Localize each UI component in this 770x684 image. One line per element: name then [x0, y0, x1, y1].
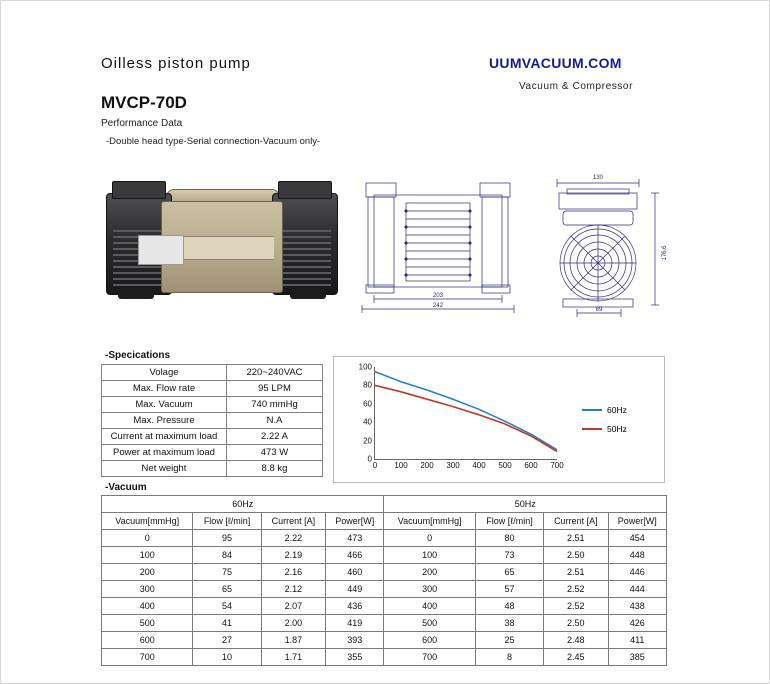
table-row: [102, 547, 667, 564]
table-cell: 100: [102, 547, 193, 564]
spec-value: 2.22 A: [227, 429, 323, 445]
table-cell: 466: [326, 547, 384, 564]
table-cell: 48: [475, 598, 543, 615]
table-cell: 2.48: [544, 632, 608, 649]
spec-value: 8.8 kg: [227, 461, 323, 477]
vacuum-heading: -Vacuum: [105, 482, 147, 493]
table-cell: 419: [326, 615, 384, 632]
table-cell: 700: [384, 649, 475, 666]
table-cell: 2.50: [544, 615, 608, 632]
table-row: [102, 429, 323, 445]
chart-legend: [582, 405, 627, 443]
legend-swatch-60hz: [582, 409, 602, 411]
pump-cap-left: [112, 181, 166, 199]
table-row: [102, 381, 323, 397]
table-cell: 8: [475, 649, 543, 666]
table-cell: 460: [326, 564, 384, 581]
pump-nameplate: [138, 235, 184, 265]
table-cell: 600: [384, 632, 475, 649]
table-cell: 454: [608, 530, 666, 547]
pump-foot-right: [290, 289, 326, 299]
table-cell: 700: [102, 649, 193, 666]
table-row: [102, 461, 323, 477]
table-cell: 448: [608, 547, 666, 564]
table-row: [102, 632, 667, 649]
page-title: Oilless piston pump: [101, 55, 251, 72]
table-cell: 2.12: [261, 581, 325, 598]
table-cell: 1.71: [261, 649, 325, 666]
spec-key: Max. Pressure: [102, 413, 227, 429]
table-cell: 65: [475, 564, 543, 581]
specifications-heading: -Specications: [105, 350, 171, 361]
table-row: [102, 530, 667, 547]
chart-x-tick: 0: [372, 461, 378, 470]
legend-swatch-50hz: [582, 428, 602, 430]
side-view-drawing: [529, 167, 674, 317]
spec-value: 220~240VAC: [227, 365, 323, 381]
table-cell: 84: [193, 547, 261, 564]
spec-key: Volage: [102, 365, 227, 381]
legend-label: 60Hz: [607, 405, 627, 415]
table-row: [102, 649, 667, 666]
table-cell: 300: [384, 581, 475, 598]
table-cell: 355: [326, 649, 384, 666]
table-cell: 10: [193, 649, 261, 666]
side-dim-bottom: 89: [595, 307, 603, 313]
column-header: Current [A]: [261, 513, 325, 530]
chart-y-tick: 0: [367, 454, 372, 464]
group-header: 60Hz: [102, 496, 384, 513]
chart-x-tick: 500: [498, 461, 512, 470]
table-cell: 446: [608, 564, 666, 581]
pump-cap-right: [278, 181, 332, 199]
table-cell: 300: [102, 581, 193, 598]
table-cell: 400: [384, 598, 475, 615]
table-cell: 411: [608, 632, 666, 649]
table-cell: 25: [475, 632, 543, 649]
table-cell: 426: [608, 615, 666, 632]
spec-key: Max. Vacuum: [102, 397, 227, 413]
chart-y-tick: 100: [358, 362, 372, 372]
front-view-drawing: [356, 173, 521, 318]
chart-x-tick: 100: [394, 461, 408, 470]
table-cell: 2.52: [544, 581, 608, 598]
table-group-row: [102, 496, 667, 513]
chart-x-tick: 400: [472, 461, 486, 470]
front-dim-outer: 242: [432, 303, 444, 309]
table-cell: 95: [193, 530, 261, 547]
table-row: [102, 581, 667, 598]
spec-value: N.A: [227, 413, 323, 429]
spec-value: 95 LPM: [227, 381, 323, 397]
front-dim-inner: 203: [432, 293, 444, 299]
table-row: [102, 615, 667, 632]
column-header: Power[W]: [608, 513, 666, 530]
table-row: [102, 598, 667, 615]
model-number: MVCP-70D: [101, 93, 187, 112]
column-header: Vacuum[mmHg]: [384, 513, 475, 530]
column-header: Current [A]: [544, 513, 608, 530]
chart-plot-area: [358, 362, 564, 470]
chart-x-tick: 700: [550, 461, 564, 470]
table-row: [102, 564, 667, 581]
chart-y-tick: 80: [363, 380, 372, 390]
table-cell: 2.22: [261, 530, 325, 547]
legend-item: [582, 424, 627, 434]
table-cell: 0: [384, 530, 475, 547]
table-cell: 2.45: [544, 649, 608, 666]
table-cell: 436: [326, 598, 384, 615]
chart-y-tick: 40: [363, 417, 372, 427]
chart-series-lines: [375, 367, 557, 459]
column-header: Power[W]: [326, 513, 384, 530]
table-cell: 38: [475, 615, 543, 632]
table-cell: 449: [326, 581, 384, 598]
column-header: Flow [ℓ/min]: [475, 513, 543, 530]
table-cell: 385: [608, 649, 666, 666]
table-cell: 100: [384, 547, 475, 564]
table-cell: 200: [102, 564, 193, 581]
chart-x-tick: 300: [446, 461, 460, 470]
performance-chart: [333, 356, 665, 483]
performance-data-label: Performance Data: [101, 118, 183, 129]
table-cell: 75: [193, 564, 261, 581]
chart-y-tick: 60: [363, 399, 372, 409]
table-row: [102, 397, 323, 413]
table-row: [102, 413, 323, 429]
legend-item: [582, 405, 627, 415]
table-cell: 2.16: [261, 564, 325, 581]
table-cell: 41: [193, 615, 261, 632]
group-header: 50Hz: [384, 496, 667, 513]
column-header: Flow [ℓ/min]: [193, 513, 261, 530]
table-cell: 2.07: [261, 598, 325, 615]
side-dim-top: 130: [592, 175, 604, 181]
table-cell: 473: [326, 530, 384, 547]
column-header: Vacuum[mmHg]: [102, 513, 193, 530]
spec-key: Net weight: [102, 461, 227, 477]
legend-label: 50Hz: [607, 424, 627, 434]
chart-y-tick: 20: [363, 436, 372, 446]
table-cell: 2.52: [544, 598, 608, 615]
table-cell: 438: [608, 598, 666, 615]
brand-name: UUMVACUUM.COM: [489, 55, 622, 71]
spec-key: Current at maximum load: [102, 429, 227, 445]
table-cell: 65: [193, 581, 261, 598]
table-cell: 2.51: [544, 530, 608, 547]
table-cell: 54: [193, 598, 261, 615]
table-cell: 2.19: [261, 547, 325, 564]
table-cell: 80: [475, 530, 543, 547]
specifications-table: [101, 364, 323, 477]
pump-foot-left: [118, 289, 154, 299]
table-row: [102, 445, 323, 461]
table-cell: 200: [384, 564, 475, 581]
table-cell: 500: [384, 615, 475, 632]
chart-x-tick: 200: [420, 461, 434, 470]
table-cell: 27: [193, 632, 261, 649]
table-cell: 444: [608, 581, 666, 598]
table-cell: 57: [475, 581, 543, 598]
side-dim-right: 176.6: [662, 245, 668, 261]
type-note: -Double head type-Serial connection-Vacuum only-: [106, 136, 321, 147]
table-cell: 600: [102, 632, 193, 649]
spec-key: Power at maximum load: [102, 445, 227, 461]
chart-x-tick: 600: [524, 461, 538, 470]
table-header-row: [102, 513, 667, 530]
table-cell: 73: [475, 547, 543, 564]
table-cell: 2.50: [544, 547, 608, 564]
spec-key: Max. Flow rate: [102, 381, 227, 397]
table-cell: 0: [102, 530, 193, 547]
table-cell: 1.87: [261, 632, 325, 649]
vacuum-performance-table: [101, 495, 667, 666]
table-cell: 500: [102, 615, 193, 632]
table-cell: 400: [102, 598, 193, 615]
table-cell: 2.00: [261, 615, 325, 632]
brand-tagline: Vacuum & Compressor: [519, 81, 634, 92]
table-cell: 2.51: [544, 564, 608, 581]
table-row: [102, 365, 323, 381]
spec-value: 473 W: [227, 445, 323, 461]
product-photo: [106, 171, 336, 321]
table-cell: 393: [326, 632, 384, 649]
spec-value: 740 mmHg: [227, 397, 323, 413]
